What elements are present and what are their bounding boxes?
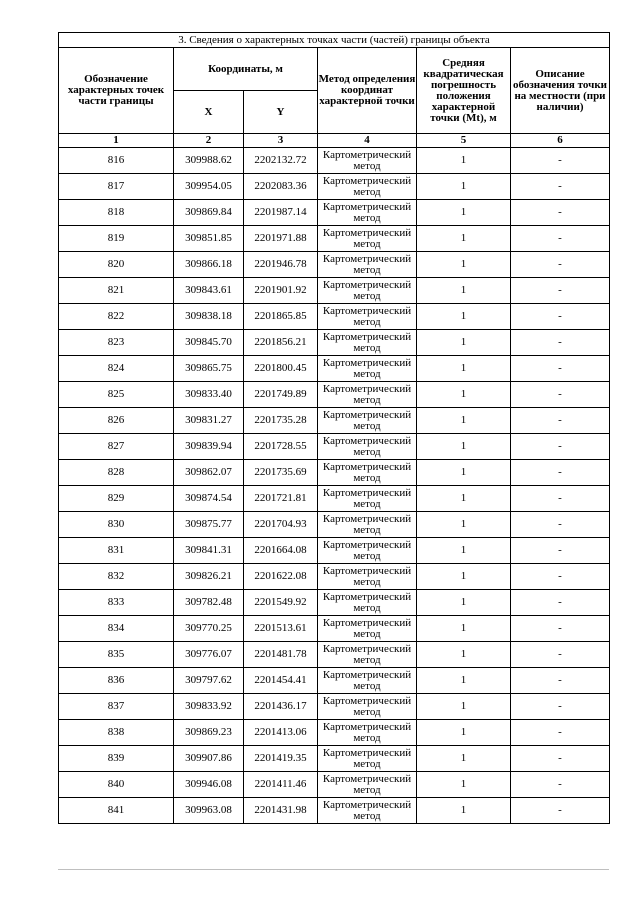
error-value: 1 (417, 668, 511, 694)
point-number: 820 (59, 252, 174, 278)
point-number: 841 (59, 798, 174, 824)
method: Картометрический метод (318, 278, 417, 304)
column-number: 2 (174, 134, 244, 148)
description: - (511, 356, 610, 382)
table-row (59, 486, 610, 512)
column-number: 6 (511, 134, 610, 148)
method: Картометрический метод (318, 772, 417, 798)
point-number: 825 (59, 382, 174, 408)
description: - (511, 408, 610, 434)
coordinate-x: 309963.08 (174, 798, 244, 824)
description: - (511, 304, 610, 330)
point-number: 838 (59, 720, 174, 746)
coordinate-x: 309833.92 (174, 694, 244, 720)
point-number: 829 (59, 486, 174, 512)
error-value: 1 (417, 278, 511, 304)
table-row (59, 746, 610, 772)
point-number: 830 (59, 512, 174, 538)
table-row (59, 304, 610, 330)
description: - (511, 798, 610, 824)
method: Картометрический метод (318, 590, 417, 616)
header-x: X (174, 91, 244, 134)
method: Картометрический метод (318, 486, 417, 512)
coordinate-x: 309776.07 (174, 642, 244, 668)
error-value: 1 (417, 356, 511, 382)
description: - (511, 720, 610, 746)
error-value: 1 (417, 642, 511, 668)
method: Картометрический метод (318, 538, 417, 564)
table-row (59, 226, 610, 252)
table-row (59, 798, 610, 824)
error-value: 1 (417, 304, 511, 330)
method: Картометрический метод (318, 616, 417, 642)
method: Картометрический метод (318, 226, 417, 252)
description: - (511, 668, 610, 694)
table-row (59, 408, 610, 434)
method: Картометрический метод (318, 356, 417, 382)
point-number: 835 (59, 642, 174, 668)
column-number: 4 (318, 134, 417, 148)
method: Картометрический метод (318, 668, 417, 694)
method: Картометрический метод (318, 382, 417, 408)
header-method: Метод определения координат характерной точки (318, 48, 417, 134)
description: - (511, 642, 610, 668)
point-number: 831 (59, 538, 174, 564)
table-row (59, 434, 610, 460)
description: - (511, 564, 610, 590)
coordinate-x: 309862.07 (174, 460, 244, 486)
description: - (511, 746, 610, 772)
error-value: 1 (417, 564, 511, 590)
description: - (511, 226, 610, 252)
coordinate-y: 2201513.61 (244, 616, 318, 642)
coordinate-x: 309869.23 (174, 720, 244, 746)
description: - (511, 278, 610, 304)
description: - (511, 460, 610, 486)
error-value: 1 (417, 486, 511, 512)
error-value: 1 (417, 746, 511, 772)
point-number: 834 (59, 616, 174, 642)
coordinate-y: 2201800.45 (244, 356, 318, 382)
point-number: 816 (59, 148, 174, 174)
coordinate-y: 2201728.55 (244, 434, 318, 460)
error-value: 1 (417, 512, 511, 538)
description: - (511, 590, 610, 616)
column-number: 1 (59, 134, 174, 148)
coordinate-x: 309826.21 (174, 564, 244, 590)
column-number: 3 (244, 134, 318, 148)
coordinate-y: 2201549.92 (244, 590, 318, 616)
point-number: 836 (59, 668, 174, 694)
error-value: 1 (417, 720, 511, 746)
description: - (511, 512, 610, 538)
table-row (59, 642, 610, 668)
coordinate-y: 2201865.85 (244, 304, 318, 330)
description: - (511, 148, 610, 174)
coordinate-y: 2202083.36 (244, 174, 318, 200)
coordinate-x: 309833.40 (174, 382, 244, 408)
description: - (511, 382, 610, 408)
method: Картометрический метод (318, 642, 417, 668)
coordinate-x: 309843.61 (174, 278, 244, 304)
error-value: 1 (417, 408, 511, 434)
method: Картометрический метод (318, 460, 417, 486)
point-number: 819 (59, 226, 174, 252)
header-error: Средняя квадратическая погрешность положения характерной точки (Mt), м (417, 48, 511, 134)
table-row (59, 590, 610, 616)
error-value: 1 (417, 174, 511, 200)
header-description: Описание обозначения точки на местности (при наличии) (511, 48, 610, 134)
coordinate-x: 309770.25 (174, 616, 244, 642)
error-value: 1 (417, 200, 511, 226)
error-value: 1 (417, 590, 511, 616)
table-row (59, 772, 610, 798)
error-value: 1 (417, 148, 511, 174)
coordinate-y: 2201856.21 (244, 330, 318, 356)
method: Картометрический метод (318, 720, 417, 746)
description: - (511, 200, 610, 226)
method: Картометрический метод (318, 148, 417, 174)
method: Картометрический метод (318, 304, 417, 330)
error-value: 1 (417, 434, 511, 460)
point-number: 833 (59, 590, 174, 616)
point-number: 826 (59, 408, 174, 434)
coordinate-y: 2201622.08 (244, 564, 318, 590)
description: - (511, 252, 610, 278)
coordinate-y: 2201987.14 (244, 200, 318, 226)
coordinate-y: 2201411.46 (244, 772, 318, 798)
section-title-row (59, 33, 610, 48)
method: Картометрический метод (318, 408, 417, 434)
coordinate-y: 2201419.35 (244, 746, 318, 772)
coordinate-x: 309954.05 (174, 174, 244, 200)
coordinate-y: 2201971.88 (244, 226, 318, 252)
error-value: 1 (417, 538, 511, 564)
coordinate-x: 309988.62 (174, 148, 244, 174)
point-number: 828 (59, 460, 174, 486)
boundary-points-table (58, 32, 610, 824)
coordinate-x: 309839.94 (174, 434, 244, 460)
method: Картометрический метод (318, 694, 417, 720)
coordinate-y: 2201436.17 (244, 694, 318, 720)
error-value: 1 (417, 694, 511, 720)
error-value: 1 (417, 382, 511, 408)
table-row (59, 460, 610, 486)
method: Картометрический метод (318, 252, 417, 278)
coordinate-y: 2201749.89 (244, 382, 318, 408)
method: Картометрический метод (318, 330, 417, 356)
error-value: 1 (417, 616, 511, 642)
page-footer-divider (58, 869, 609, 870)
header-designation: Обозначение характерных точек части границы (59, 48, 174, 134)
coordinate-x: 309875.77 (174, 512, 244, 538)
table-row (59, 148, 610, 174)
coordinate-y: 2201454.41 (244, 668, 318, 694)
point-number: 827 (59, 434, 174, 460)
column-numbers-row (59, 134, 610, 148)
header-row (59, 48, 610, 91)
method: Картометрический метод (318, 200, 417, 226)
method: Картометрический метод (318, 564, 417, 590)
coordinate-x: 309838.18 (174, 304, 244, 330)
table-row (59, 356, 610, 382)
point-number: 818 (59, 200, 174, 226)
section-title: 3. Сведения о характерных точках части (частей) границы объекта (59, 33, 610, 48)
table-row (59, 668, 610, 694)
table-row (59, 616, 610, 642)
coordinate-y: 2201481.78 (244, 642, 318, 668)
coordinate-y: 2201413.06 (244, 720, 318, 746)
header-coordinates: Координаты, м (174, 48, 318, 91)
description: - (511, 486, 610, 512)
coordinate-y: 2202132.72 (244, 148, 318, 174)
coordinate-x: 309946.08 (174, 772, 244, 798)
point-number: 817 (59, 174, 174, 200)
coordinate-x: 309866.18 (174, 252, 244, 278)
description: - (511, 694, 610, 720)
coordinate-x: 309874.54 (174, 486, 244, 512)
table-row (59, 382, 610, 408)
error-value: 1 (417, 798, 511, 824)
column-number: 5 (417, 134, 511, 148)
coordinate-y: 2201704.93 (244, 512, 318, 538)
table-row (59, 200, 610, 226)
coordinate-y: 2201664.08 (244, 538, 318, 564)
table-row (59, 252, 610, 278)
coordinate-x: 309851.85 (174, 226, 244, 252)
coordinate-y: 2201901.92 (244, 278, 318, 304)
method: Картометрический метод (318, 746, 417, 772)
table-row (59, 720, 610, 746)
method: Картометрический метод (318, 434, 417, 460)
point-number: 822 (59, 304, 174, 330)
point-number: 837 (59, 694, 174, 720)
description: - (511, 616, 610, 642)
coordinate-y: 2201735.69 (244, 460, 318, 486)
coordinate-x: 309869.84 (174, 200, 244, 226)
point-number: 832 (59, 564, 174, 590)
table-row (59, 538, 610, 564)
coordinate-x: 309797.62 (174, 668, 244, 694)
coordinate-y: 2201735.28 (244, 408, 318, 434)
table-row (59, 694, 610, 720)
coordinate-x: 309841.31 (174, 538, 244, 564)
point-number: 839 (59, 746, 174, 772)
error-value: 1 (417, 772, 511, 798)
coordinate-y: 2201946.78 (244, 252, 318, 278)
coordinate-x: 309782.48 (174, 590, 244, 616)
table-row (59, 174, 610, 200)
error-value: 1 (417, 330, 511, 356)
description: - (511, 538, 610, 564)
error-value: 1 (417, 252, 511, 278)
description: - (511, 174, 610, 200)
error-value: 1 (417, 460, 511, 486)
header-y: Y (244, 91, 318, 134)
description: - (511, 772, 610, 798)
point-number: 824 (59, 356, 174, 382)
point-number: 821 (59, 278, 174, 304)
table-row (59, 564, 610, 590)
document-sheet (58, 32, 609, 824)
table-row (59, 512, 610, 538)
coordinate-y: 2201431.98 (244, 798, 318, 824)
coordinate-x: 309831.27 (174, 408, 244, 434)
table-row (59, 330, 610, 356)
coordinate-y: 2201721.81 (244, 486, 318, 512)
method: Картометрический метод (318, 798, 417, 824)
point-number: 840 (59, 772, 174, 798)
method: Картометрический метод (318, 174, 417, 200)
coordinate-x: 309845.70 (174, 330, 244, 356)
coordinate-x: 309865.75 (174, 356, 244, 382)
error-value: 1 (417, 226, 511, 252)
description: - (511, 330, 610, 356)
description: - (511, 434, 610, 460)
coordinate-x: 309907.86 (174, 746, 244, 772)
method: Картометрический метод (318, 512, 417, 538)
point-number: 823 (59, 330, 174, 356)
table-row (59, 278, 610, 304)
